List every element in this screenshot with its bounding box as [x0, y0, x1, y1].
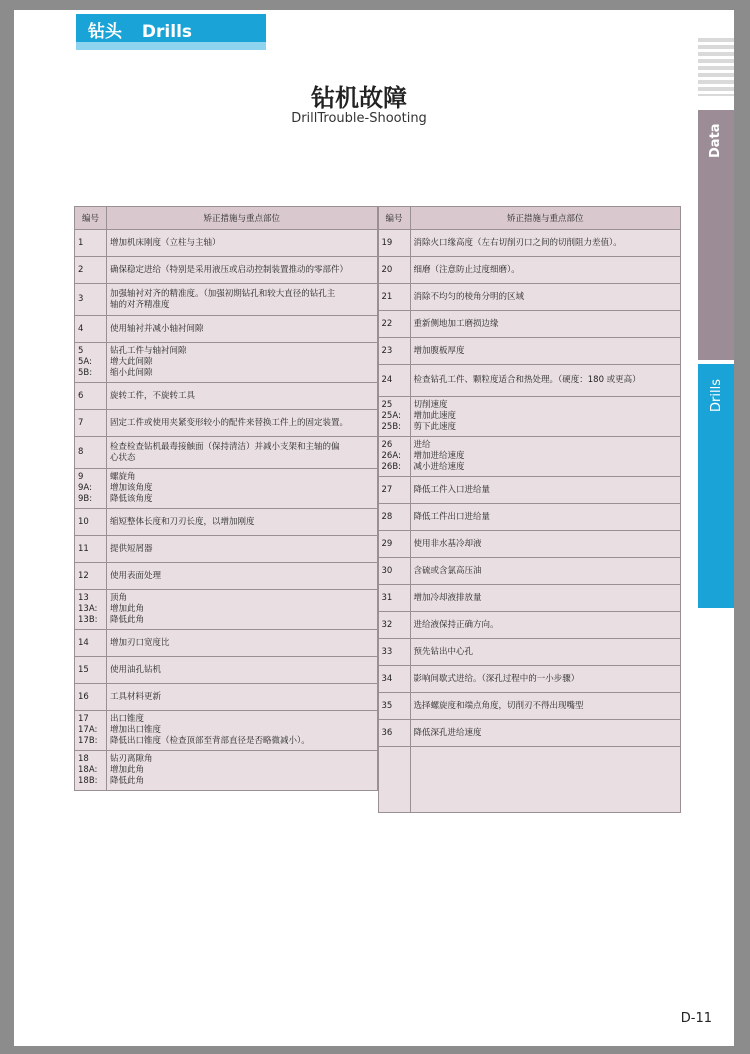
table-row [75, 257, 378, 284]
row-measure-cell [107, 684, 378, 711]
page-title: 钻机故障 [311, 84, 407, 112]
row-number: 25B: [381, 422, 402, 432]
row-number: 13 [78, 593, 89, 603]
row-measure-text: 降低出口锥度（检查顶部至背部直径是否略微减小）。 [110, 736, 310, 746]
table-row [75, 563, 378, 590]
left-table-column [74, 206, 378, 813]
row-number-cell [378, 666, 410, 693]
row-number: 19 [381, 237, 393, 248]
table-row [75, 284, 378, 316]
row-measure-text: 使用非水基冷却液 [413, 538, 482, 549]
row-measure-text: 使用表面处理 [110, 570, 162, 581]
row-number: 35 [381, 700, 393, 711]
side-tab-data[interactable] [698, 110, 734, 360]
row-measure-text: 心状态 [110, 452, 136, 463]
row-measure-cell [107, 536, 378, 563]
row-number-cell [378, 338, 410, 365]
row-measure-text: 影响间歇式进给。（深孔过程中的一小步骤） [413, 673, 580, 684]
row-measure-text: 钻孔工件与轴衬间隙 [110, 346, 187, 356]
row-number: 26 [381, 440, 393, 450]
table-row [75, 536, 378, 563]
row-number: 25 [381, 400, 393, 410]
row-measure-cell [410, 693, 681, 720]
row-number: 3 [78, 294, 84, 304]
table-row [378, 311, 681, 338]
row-measure-text: 重新侧地加工磨损边缘 [413, 318, 499, 329]
row-measure-text: 使用轴衬并减小轴衬间隙 [110, 323, 204, 334]
row-measure-text: 预先钻出中心孔 [413, 646, 474, 657]
table-row [378, 397, 681, 437]
left-table-body [75, 230, 378, 791]
row-number-cell [75, 343, 107, 383]
row-number: 17A: [78, 725, 98, 735]
row-number: 8 [78, 447, 84, 457]
row-measure-text: 增加此速度 [413, 411, 457, 421]
row-measure-cell [107, 590, 378, 630]
row-number-cell [378, 693, 410, 720]
empty-cell [410, 747, 681, 813]
row-measure-cell [410, 558, 681, 585]
table-row [75, 437, 378, 469]
row-number-cell [378, 531, 410, 558]
row-measure-text: 增加此角 [110, 604, 145, 614]
row-measure-cell [107, 343, 378, 383]
row-measure-text: 确保稳定进给（特别是采用液压或启动控制装置推动的零部件） [110, 264, 349, 275]
row-measure-cell [410, 311, 681, 338]
row-measure-text: 检查检查钻机最毒接触面（保持清洁）并减小支架和主轴的偏 [110, 441, 340, 452]
row-measure-cell [107, 630, 378, 657]
row-measure-cell [410, 504, 681, 531]
row-measure-cell [410, 397, 681, 437]
row-number: 34 [381, 673, 393, 684]
row-number: 14 [78, 637, 89, 648]
row-number-cell [378, 477, 410, 504]
table-row [75, 230, 378, 257]
row-measure-text: 消除不均匀的棱角分明的区域 [413, 291, 525, 302]
table-row [75, 410, 378, 437]
table-row [75, 509, 378, 536]
row-number-cell [75, 684, 107, 711]
row-number: 18B: [78, 776, 98, 786]
table-row [378, 558, 681, 585]
table-row [378, 666, 681, 693]
row-measure-cell [410, 666, 681, 693]
side-tab-drills[interactable] [698, 364, 734, 608]
row-number-cell [75, 230, 107, 257]
table-row [75, 711, 378, 751]
table-row [378, 284, 681, 311]
table-row [75, 469, 378, 509]
row-number-cell [75, 657, 107, 684]
table-header-row [378, 207, 681, 230]
row-measure-text: 缩短整体长度和刀刃长度，以增加刚度 [110, 516, 255, 527]
decorative-stripes [698, 38, 734, 96]
row-number-cell [75, 590, 107, 630]
table-header-row [75, 207, 378, 230]
row-number: 9B: [78, 494, 93, 504]
table-row [378, 612, 681, 639]
row-number: 13B: [78, 615, 98, 625]
row-measure-text: 轴的对齐精准度 [110, 299, 170, 310]
section-header-tab [76, 14, 266, 50]
table-row [378, 338, 681, 365]
empty-filler-row [378, 747, 681, 813]
row-measure-text: 检查钻孔工件、颗粒度适合和热处理。（硬度：180 或更高） [413, 375, 641, 385]
header-measure: 矫正措施与重点部位 [410, 207, 681, 230]
row-measure-cell [107, 410, 378, 437]
row-number: 16 [78, 691, 89, 702]
row-measure-text: 降低深孔进给速度 [413, 727, 482, 738]
row-measure-text: 使用油孔钻机 [110, 664, 162, 675]
section-title-cn: 钻头 [88, 22, 122, 42]
row-measure-cell [107, 751, 378, 791]
trouble-shooting-tables [74, 206, 681, 813]
row-measure-text: 增加腹板厚度 [413, 345, 465, 356]
row-number-cell [378, 504, 410, 531]
side-tab-drills-label: Drills [709, 379, 724, 412]
row-number: 12 [78, 570, 89, 581]
row-number-cell [378, 585, 410, 612]
row-measure-text: 减小进给速度 [413, 462, 465, 472]
row-measure-text: 进给 [413, 440, 431, 450]
row-number: 4 [78, 323, 84, 334]
table-row [378, 257, 681, 284]
row-measure-cell [410, 230, 681, 257]
row-number: 30 [381, 565, 393, 576]
row-measure-cell [107, 469, 378, 509]
row-measure-cell [410, 365, 681, 397]
row-number-cell [378, 230, 410, 257]
table-row [75, 383, 378, 410]
row-measure-text: 增加进给速度 [413, 451, 465, 461]
table-row [378, 437, 681, 477]
row-number: 20 [381, 264, 393, 275]
row-measure-text: 降低工件出口进给量 [413, 511, 491, 522]
table-row [378, 720, 681, 747]
row-number-cell [75, 630, 107, 657]
table-row [75, 751, 378, 791]
row-number: 27 [381, 484, 393, 495]
row-number-cell [378, 284, 410, 311]
row-number-cell [378, 365, 410, 397]
right-table-body [378, 230, 681, 813]
row-measure-text: 固定工件或使用夹紧变形较小的配件来替换工件上的固定装置。 [110, 417, 349, 428]
row-measure-cell [107, 711, 378, 751]
row-number-cell [378, 437, 410, 477]
row-number: 5B: [78, 368, 93, 378]
row-number: 26B: [381, 462, 402, 472]
page-subtitle: DrillTrouble-Shooting [291, 111, 427, 126]
right-table-column [378, 206, 682, 813]
row-measure-cell [107, 383, 378, 410]
row-number-cell [75, 509, 107, 536]
row-measure-cell [410, 338, 681, 365]
row-number: 18A: [78, 765, 98, 775]
row-measure-text: 进给液保持正确方向。 [413, 619, 499, 630]
row-measure-text: 出口锥度 [110, 714, 145, 724]
row-measure-cell [410, 437, 681, 477]
row-number-cell [378, 612, 410, 639]
row-measure-cell [410, 257, 681, 284]
row-measure-text: 钻刃离隙角 [110, 754, 153, 764]
row-number: 31 [381, 592, 393, 603]
row-measure-text: 缩小此间隙 [110, 368, 153, 378]
row-number: 1 [78, 237, 84, 248]
row-measure-text: 增加冷却液排放量 [413, 592, 482, 603]
row-measure-text: 旋转工件，不旋转工具 [110, 390, 196, 401]
table-row [75, 630, 378, 657]
row-measure-text: 提供短屑器 [110, 543, 153, 554]
table-row [378, 531, 681, 558]
row-number-cell [75, 316, 107, 343]
row-number: 5A: [78, 357, 92, 367]
row-measure-text: 增加出口锥度 [110, 725, 162, 735]
row-number-cell [378, 720, 410, 747]
row-measure-text: 降低此角 [110, 615, 145, 625]
table-row [378, 365, 681, 397]
header-measure: 矫正措施与重点部位 [107, 207, 378, 230]
table-row [378, 230, 681, 257]
table-row [378, 639, 681, 666]
row-number: 9 [78, 472, 84, 482]
table-row [75, 590, 378, 630]
row-number-cell [378, 558, 410, 585]
row-number: 32 [381, 619, 393, 630]
row-measure-text: 含硫或含氯高压油 [413, 565, 482, 576]
row-measure-text: 选择螺旋度和端点角度，切削刃不得出现嘴型 [413, 700, 584, 711]
row-measure-cell [107, 563, 378, 590]
row-number-cell [75, 383, 107, 410]
row-measure-cell [410, 720, 681, 747]
row-number: 13A: [78, 604, 98, 614]
row-number-cell [75, 711, 107, 751]
row-number: 5 [78, 346, 84, 356]
section-title-en: Drills [141, 22, 193, 42]
row-measure-text: 增大此间隙 [110, 357, 153, 367]
row-measure-cell [107, 257, 378, 284]
row-measure-text: 增加此角 [110, 765, 145, 775]
row-measure-text: 切削速度 [413, 400, 448, 410]
row-measure-text: 降低工件入口进给量 [413, 484, 491, 495]
row-number-cell [75, 257, 107, 284]
row-number: 36 [381, 727, 393, 738]
table-row [75, 316, 378, 343]
row-number: 2 [78, 264, 84, 275]
table-row [75, 684, 378, 711]
table-row [378, 477, 681, 504]
row-number: 28 [381, 511, 393, 522]
row-number-cell [378, 639, 410, 666]
row-number: 9A: [78, 483, 92, 493]
empty-cell [378, 747, 410, 813]
page-number: D-11 [680, 1011, 712, 1026]
table-row [378, 504, 681, 531]
row-number-cell [378, 397, 410, 437]
table-row [378, 585, 681, 612]
row-number: 6 [78, 390, 84, 401]
row-measure-cell [410, 477, 681, 504]
row-number: 10 [78, 516, 89, 527]
row-number-cell [75, 536, 107, 563]
row-measure-text: 剪下此速度 [413, 422, 457, 432]
row-number: 18 [78, 754, 89, 764]
row-number: 25A: [381, 411, 401, 421]
row-measure-cell [107, 284, 378, 316]
row-number: 11 [78, 543, 89, 554]
row-number: 23 [381, 345, 393, 356]
table-row [75, 657, 378, 684]
row-measure-cell [107, 437, 378, 469]
row-measure-cell [107, 657, 378, 684]
row-number-cell [378, 311, 410, 338]
document-page [14, 10, 734, 1046]
row-measure-text: 增加该角度 [110, 483, 153, 493]
row-measure-text: 工具材料更新 [110, 691, 162, 702]
row-number: 21 [381, 291, 393, 302]
row-measure-text: 增加刃口宽度比 [110, 637, 170, 648]
row-number: 24 [381, 375, 393, 385]
row-measure-cell [410, 585, 681, 612]
row-number-cell [75, 437, 107, 469]
row-measure-cell [410, 639, 681, 666]
row-measure-cell [410, 284, 681, 311]
row-measure-text: 加强轴衬对齐的精准度。（加强初期钻孔和较大直径的钻孔主 [110, 288, 336, 299]
row-measure-text: 螺旋角 [110, 472, 136, 482]
row-number: 29 [381, 538, 393, 549]
row-number-cell [75, 410, 107, 437]
left-table [74, 206, 378, 791]
row-number: 22 [381, 318, 393, 329]
row-number: 17 [78, 714, 89, 724]
row-number: 17B: [78, 736, 98, 746]
row-measure-cell [107, 509, 378, 536]
row-number-cell [75, 563, 107, 590]
row-measure-text: 消除火口缘高度（左右切削刃口之间的切削阻力差值）。 [413, 237, 622, 248]
row-number-cell [75, 284, 107, 316]
row-number: 26A: [381, 451, 401, 461]
row-number: 33 [381, 646, 393, 657]
table-row [378, 693, 681, 720]
row-number-cell [378, 257, 410, 284]
row-number: 7 [78, 417, 84, 428]
right-table [378, 206, 682, 813]
row-measure-text: 降低该角度 [110, 494, 153, 504]
row-measure-cell [107, 316, 378, 343]
side-tab-data-label: Data [708, 123, 723, 158]
row-number: 15 [78, 664, 89, 675]
row-number-cell [75, 751, 107, 791]
table-row [75, 343, 378, 383]
header-num: 编号 [378, 207, 410, 230]
row-measure-text: 降低此角 [110, 776, 145, 786]
row-measure-cell [107, 230, 378, 257]
row-measure-cell [410, 531, 681, 558]
row-measure-text: 顶角 [110, 593, 128, 603]
row-measure-text: 细磨（注意防止过度细磨）。 [413, 264, 520, 275]
row-measure-cell [410, 612, 681, 639]
row-measure-text: 增加机床刚度（立柱与主轴） [110, 237, 221, 248]
header-num: 编号 [75, 207, 107, 230]
row-number-cell [75, 469, 107, 509]
